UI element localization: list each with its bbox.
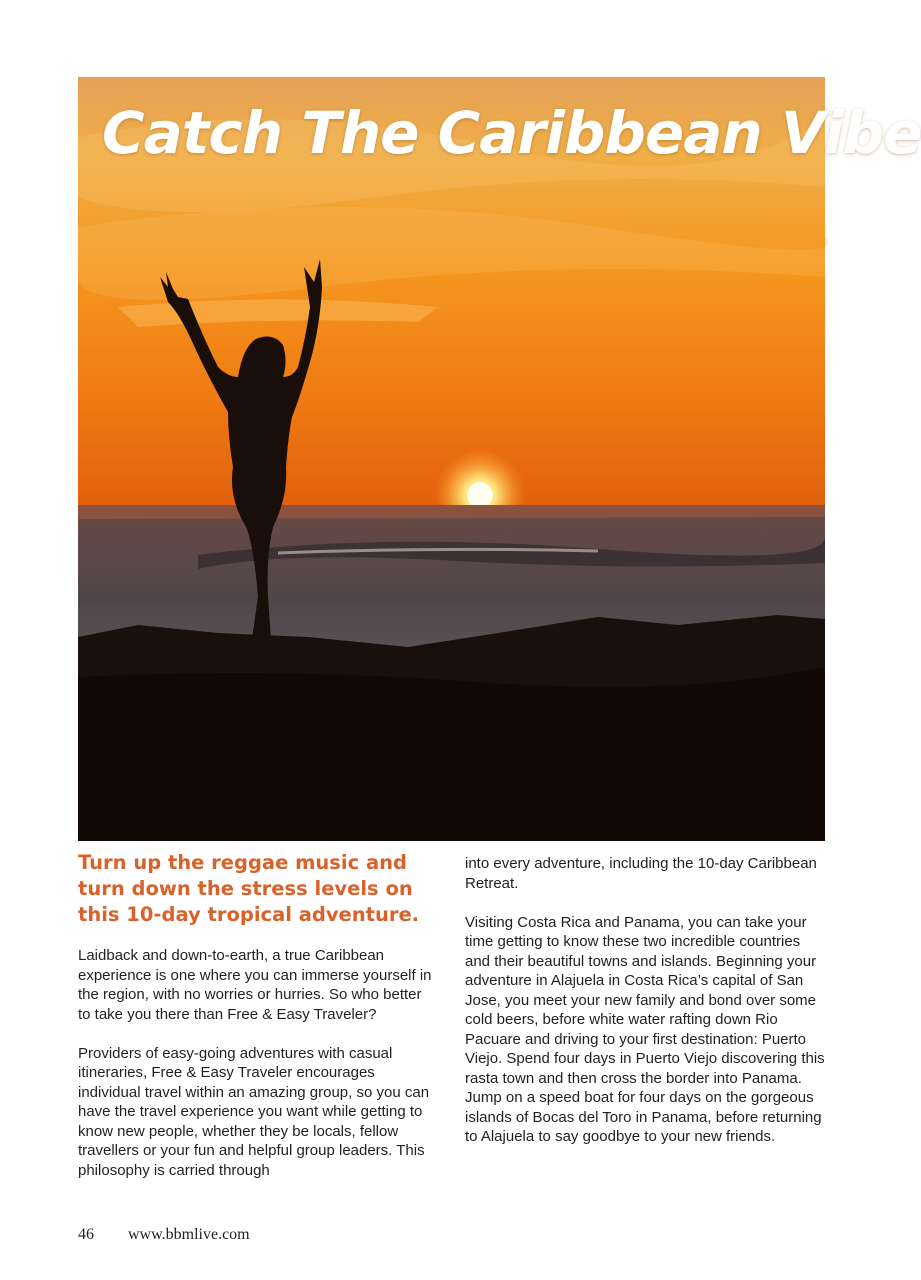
- article-right-column: [465, 854, 825, 1166]
- article-paragraph: Laidback and down-to-earth, a true Caribbean experience is one where you can immerse yourself in the region, with no worries or hurries. So who better to take you there than Free & Easy Traveler?: [78, 947, 432, 1023]
- article-lede: Turn up the reggae music and turn down the stress levels on this 10-day tropical adventure.: [78, 851, 420, 926]
- footer-url-link[interactable]: www.bbmlive.com: [128, 1226, 250, 1243]
- article-paragraph: Visiting Costa Rica and Panama, you can take your time getting to know these two incredible countries and their beautiful towns and islands. Beginning your adventure in Alajuela in Costa Rica’s capital of San Jose, you meet your new family and bond over some cold beers, before white water rafting down Rio Pacuare and driving to your first destination: Puerto Viejo. Spend four days in Puerto Viejo discovering this rasta town and then cross the border into Panama. Jump on a speed boat for four days on the gorgeous islands of Bocas del Toro in Panama, before returning to Alajuela to say goodbye to your new friends.: [465, 913, 825, 1145]
- page-footer: [78, 1226, 250, 1244]
- article-paragraph: Providers of easy-going adventures with casual itineraries, Free & Easy Traveler encourages individual travel within an amazing group, so you can have the travel experience you want while getting to know new people, whether they be locals, fellow travellers or your fun and helpful group leaders. This philosophy is carried through: [78, 1044, 430, 1179]
- article-paragraph: into every adventure, including the 10-day Caribbean Retreat.: [465, 855, 817, 892]
- page-number: 46: [78, 1226, 94, 1243]
- article-left-column: [78, 850, 438, 1200]
- page-title: Catch The Caribbean Vibe: [102, 99, 921, 167]
- hero-photo: [78, 77, 921, 841]
- sunset-photo: [78, 77, 825, 841]
